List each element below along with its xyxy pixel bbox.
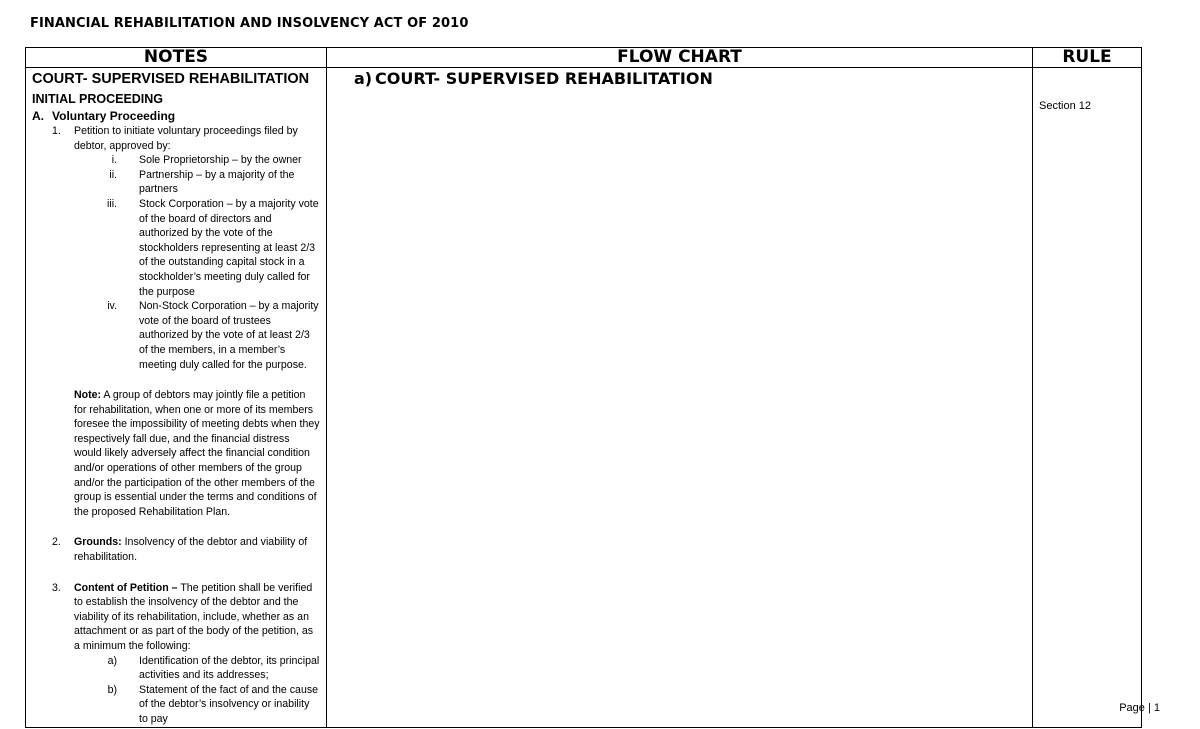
approval-item: ii. Partnership – by a majority of the partners — [109, 168, 295, 196]
note-paragraph — [74, 388, 320, 519]
notes-header: NOTES — [26, 48, 327, 68]
notes-title: COURT- SUPERVISED REHABILITATION — [32, 71, 310, 87]
section-heading — [32, 108, 320, 124]
notes-flowchart-rule-table — [25, 47, 1142, 728]
flow-chart-title — [354, 69, 713, 88]
flow-chart-title-text: COURT- SUPERVISED REHABILITATION — [375, 69, 713, 88]
approval-item: iv. Non-Stock Corporation – by a majority vote of the board of trustees authorized by the vote of at least 2/3 of the members, in a member’s meeting duly called for the purpose. — [107, 300, 319, 371]
rule-cell — [1033, 68, 1142, 728]
content-item: b) Statement of the fact of and the cause of the debtor’s insolvency or inability to pay — [107, 683, 319, 725]
rule-header: RULE — [1033, 48, 1142, 68]
section-marker: A. — [32, 109, 44, 123]
note-label: Note: — [74, 389, 102, 402]
section-title: Voluntary Proceeding — [52, 109, 176, 123]
item-bold-label: Grounds: — [74, 536, 122, 549]
item-bold-label: Content of Petition – — [74, 581, 178, 594]
page-number: Page | 1 — [1119, 702, 1160, 714]
item-text: Petition to initiate voluntary proceedings filed by debtor, approved by: — [74, 125, 298, 152]
content-item: a) Identification of the debtor, its principal activities and its addresses; — [107, 654, 320, 682]
list-item: 1. Petition to initiate voluntary proceedings filed by debtor, approved by: i. Sole Proprietorship – by the owner ii. Partnership – by a majority of the partners iii. Stock Corporation – by a majority vote of the board of directors and authorized by the vote of the stockholders representing at least 2/3 of the outstanding capital stock in a stockholder’s meeting duly called for the purpose iv. Non-Stock Corporation – by a majority vote of the board of trustees authorized by the vote of at least 2/3 of the members, in a member’s meeting duly called for the purpose. — [52, 125, 319, 371]
flow-chart-cell — [327, 68, 1033, 728]
item-text: The petition shall be verified to establish the insolvency of the debtor and the viability of its rehabilitation, include, whether as an attachment or as part of the body of the petition, as a minimum the following: — [74, 581, 314, 652]
approval-item: iii. Stock Corporation – by a majority vote of the board of directors and authorized by the vote of the stockholders representing at least 2/3 of the outstanding capital stock in a stockholder’s meeting duly called for the purpose — [106, 197, 319, 298]
item-text: Insolvency of the debtor and viability of rehabilitation. — [74, 536, 308, 564]
rule-section: Section 12 — [1039, 100, 1091, 112]
flow-chart-header: FLOW CHART — [327, 48, 1033, 68]
list-item: 3. Content of Petition – The petition shall be verified to establish the insolvency of the debtor and the viability of its rehabilitation, include, whether as an attachment or as part of the body of the petition, as a minimum the following: a) Identification of the debtor, its principal activities and its addresses; b) Statement of the fact of and the cause of the debtor’s insolvency or inability to pay — [52, 581, 320, 725]
approval-item: i. Sole Proprietorship – by the owner — [111, 154, 302, 167]
notes-subtitle: INITIAL PROCEEDING — [32, 92, 164, 106]
list-item: 2. Grounds: Insolvency of the debtor and viability of rehabilitation. — [52, 536, 308, 564]
flow-chart-label: a) — [354, 69, 373, 88]
document-header: FINANCIAL REHABILITATION AND INSOLVENCY ACT OF 2010 — [30, 16, 469, 31]
note-text: A group of debtors may jointly file a petition for rehabilitation, when one or more of its members foresee the impossibility of meeting debts when they respectively fall due, and the financial distress would likely adversely affect the financial condition and/or operations of other members of the group and/or the participation of the other members of the group is essential under the terms and conditions of the proposed Rehabilitation Plan. — [74, 389, 320, 518]
notes-cell — [26, 68, 327, 728]
